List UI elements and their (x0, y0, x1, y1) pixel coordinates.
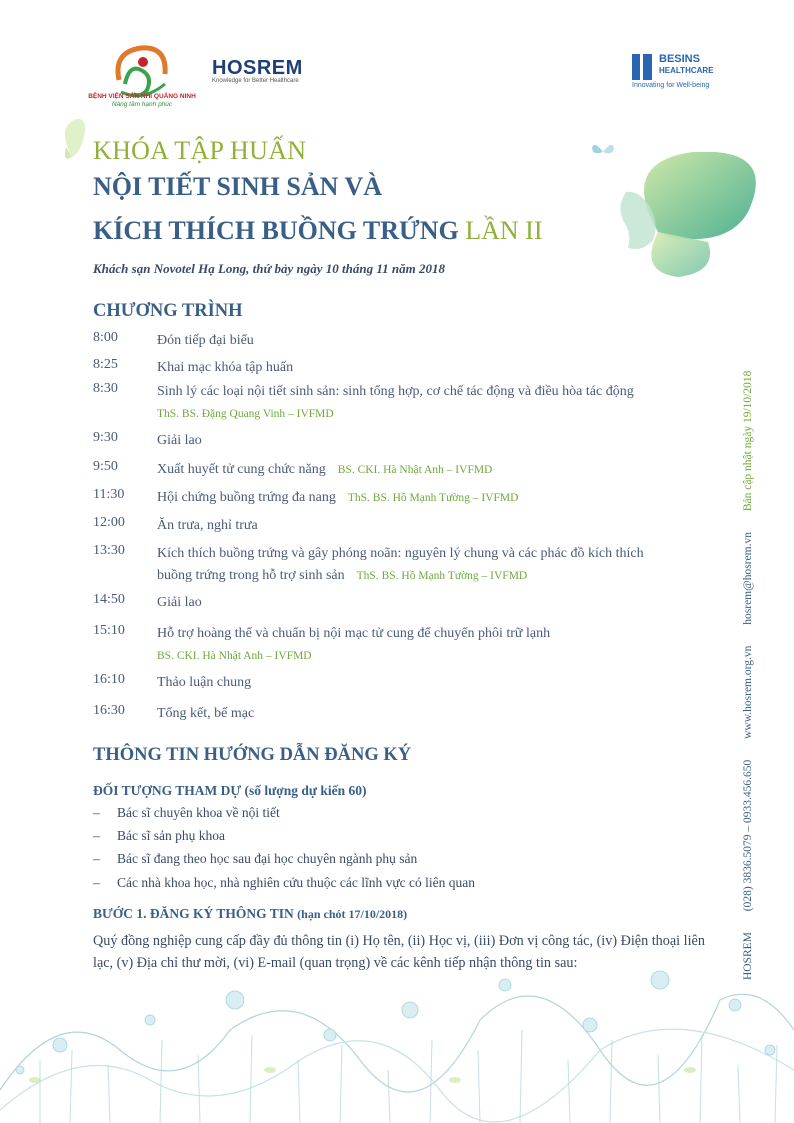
schedule-topic-continued: buồng trứng trong hỗ trợ sinh sản (157, 568, 345, 583)
side-phone: (028) 3836.5079 – 0933.456.650 (742, 759, 754, 912)
course-title-line1: KHÓA TẬP HUẤN (93, 136, 307, 165)
schedule-speaker: BS. CKI. Hà Nhật Anh – IVFMD (337, 464, 493, 476)
besins-mark-icon (632, 54, 652, 80)
besins-tagline: Innovating for Well-being (632, 82, 710, 89)
butterfly-illustration (598, 152, 788, 282)
hospital-name: BỆNH VIỆN SẢN NHI QUẢNG NINH (88, 93, 196, 100)
schedule-topic-block (157, 623, 713, 667)
registration-heading: THÔNG TIN HƯỚNG DẪN ĐĂNG KÝ (93, 745, 412, 765)
audience-heading (93, 783, 366, 799)
list-item-text: Bác sĩ chuyên khoa về nội tiết (117, 805, 280, 820)
hospital-logo-caption (88, 93, 196, 109)
step1-deadline: (hạn chót 17/10/2018) (297, 907, 408, 921)
schedule-time: 15:10 (93, 623, 125, 638)
schedule-speaker: ThS. BS. Hồ Mạnh Tường – IVFMD (347, 492, 519, 504)
step1-heading-text: BƯỚC 1. ĐĂNG KÝ THÔNG TIN (93, 906, 294, 921)
schedule-topic: Xuất huyết tử cung chức năng (157, 462, 326, 477)
schedule-topic: Hỗ trợ hoàng thể và chuẩn bị nội mạc tử cung để chuyển phôi trữ lạnh (157, 626, 551, 641)
schedule-topic: Hội chứng buồng trứng đa nang (157, 490, 336, 505)
schedule-topic: Thảo luận chung (157, 675, 252, 690)
hosrem-tagline: Knowledge for Better Healthcare (212, 78, 299, 84)
schedule-topic-block (157, 459, 713, 481)
schedule-time: 12:00 (93, 515, 125, 530)
list-item-text: Các nhà khoa học, nhà nghiên cứu thuộc các lĩnh vực có liên quan (117, 875, 476, 890)
schedule-topic: Khai mạc khóa tập huấn (157, 360, 294, 375)
audience-heading-text: ĐỐI TƯỢNG THAM DỰ (93, 783, 242, 798)
course-title-line3-main: KÍCH THÍCH BUỒNG TRỨNG (93, 216, 459, 245)
schedule-time: 8:30 (93, 381, 118, 396)
schedule-topic: Giải lao (157, 433, 202, 448)
small-butterfly-illustration (54, 117, 90, 165)
schedule-topic-block (157, 543, 713, 587)
schedule-topic: Đón tiếp đại biểu (157, 333, 254, 348)
schedule-topic: Kích thích buồng trứng và gây phóng noãn: nguyên lý chung và các phác đồ kích thích (157, 546, 644, 561)
list-item-text: Bác sĩ sản phụ khoa (117, 828, 225, 843)
side-website: www.hosrem.org.vn (742, 645, 754, 739)
schedule-speaker: ThS. BS. Đặng Quang Vinh – IVFMD (157, 408, 334, 420)
step1-body: Quý đồng nghiệp cung cấp đầy đủ thông tin (i) Họ tên, (ii) Học vị, (iii) Đơn vị công tác, (iv) Điện thoại liên lạc, (v) Địa chỉ thư mời, (vi) E-mail (quan trọng) về các kênh tiếp nhận thông tin sau: (93, 933, 705, 971)
side-org: HOSREM (742, 932, 754, 980)
schedule-topic: Sinh lý các loại nội tiết sinh sản: sinh tổng hợp, cơ chế tác động và điều hòa tác động (157, 384, 634, 399)
besins-logo (632, 54, 714, 89)
schedule-topic-block (157, 381, 713, 425)
program-heading: CHƯƠNG TRÌNH (93, 301, 243, 321)
hosrem-logo (212, 57, 303, 84)
side-updated: Bản cập nhật ngày 19/10/2018 (742, 370, 754, 512)
schedule-time: 16:10 (93, 672, 125, 687)
course-title-line3 (93, 216, 543, 246)
list-dash: – (93, 851, 100, 866)
list-dash: – (93, 805, 100, 820)
side-email: hosrem@hosrem.vn (742, 532, 754, 625)
schedule-time: 8:00 (93, 330, 118, 345)
schedule-topic: Ăn trưa, nghỉ trưa (157, 518, 258, 533)
vertical-contact-strip (742, 371, 754, 980)
hosrem-wordmark: HOSREM (212, 57, 303, 79)
besins-name-line2: HEALTHCARE (659, 66, 714, 75)
course-title-edition: LẦN II (465, 216, 543, 245)
list-item-text: Bác sĩ đang theo học sau đại học chuyên ngành phụ sản (117, 851, 418, 866)
venue-date: Khách sạn Novotel Hạ Long, thứ bảy ngày 10 tháng 11 năm 2018 (93, 261, 445, 276)
schedule-time: 11:30 (93, 487, 125, 502)
schedule-speaker: BS. CKI. Hà Nhật Anh – IVFMD (157, 650, 312, 662)
hospital-tagline: Nâng tầm hạnh phúc (111, 101, 173, 108)
schedule-speaker: ThS. BS. Hồ Mạnh Tường – IVFMD (356, 570, 528, 582)
schedule-time: 9:50 (93, 459, 118, 474)
list-dash: – (93, 875, 100, 890)
schedule-time: 16:30 (93, 703, 125, 718)
schedule-time: 9:30 (93, 430, 118, 445)
schedule-topic: Tổng kết, bế mạc (157, 706, 255, 721)
besins-name: BESINS (659, 53, 700, 65)
schedule-time: 14:50 (93, 592, 125, 607)
schedule-topic: Giải lao (157, 595, 202, 610)
audience-count-note: (số lượng dự kiến 60) (244, 783, 367, 798)
schedule-topic-block (157, 487, 713, 509)
schedule-time: 13:30 (93, 543, 125, 558)
course-title-line2: NỘI TIẾT SINH SẢN VÀ (93, 172, 382, 201)
schedule-time: 8:25 (93, 357, 118, 372)
step1-heading (93, 906, 407, 922)
list-dash: – (93, 828, 100, 843)
tiny-butterfly-illustration (590, 138, 616, 164)
